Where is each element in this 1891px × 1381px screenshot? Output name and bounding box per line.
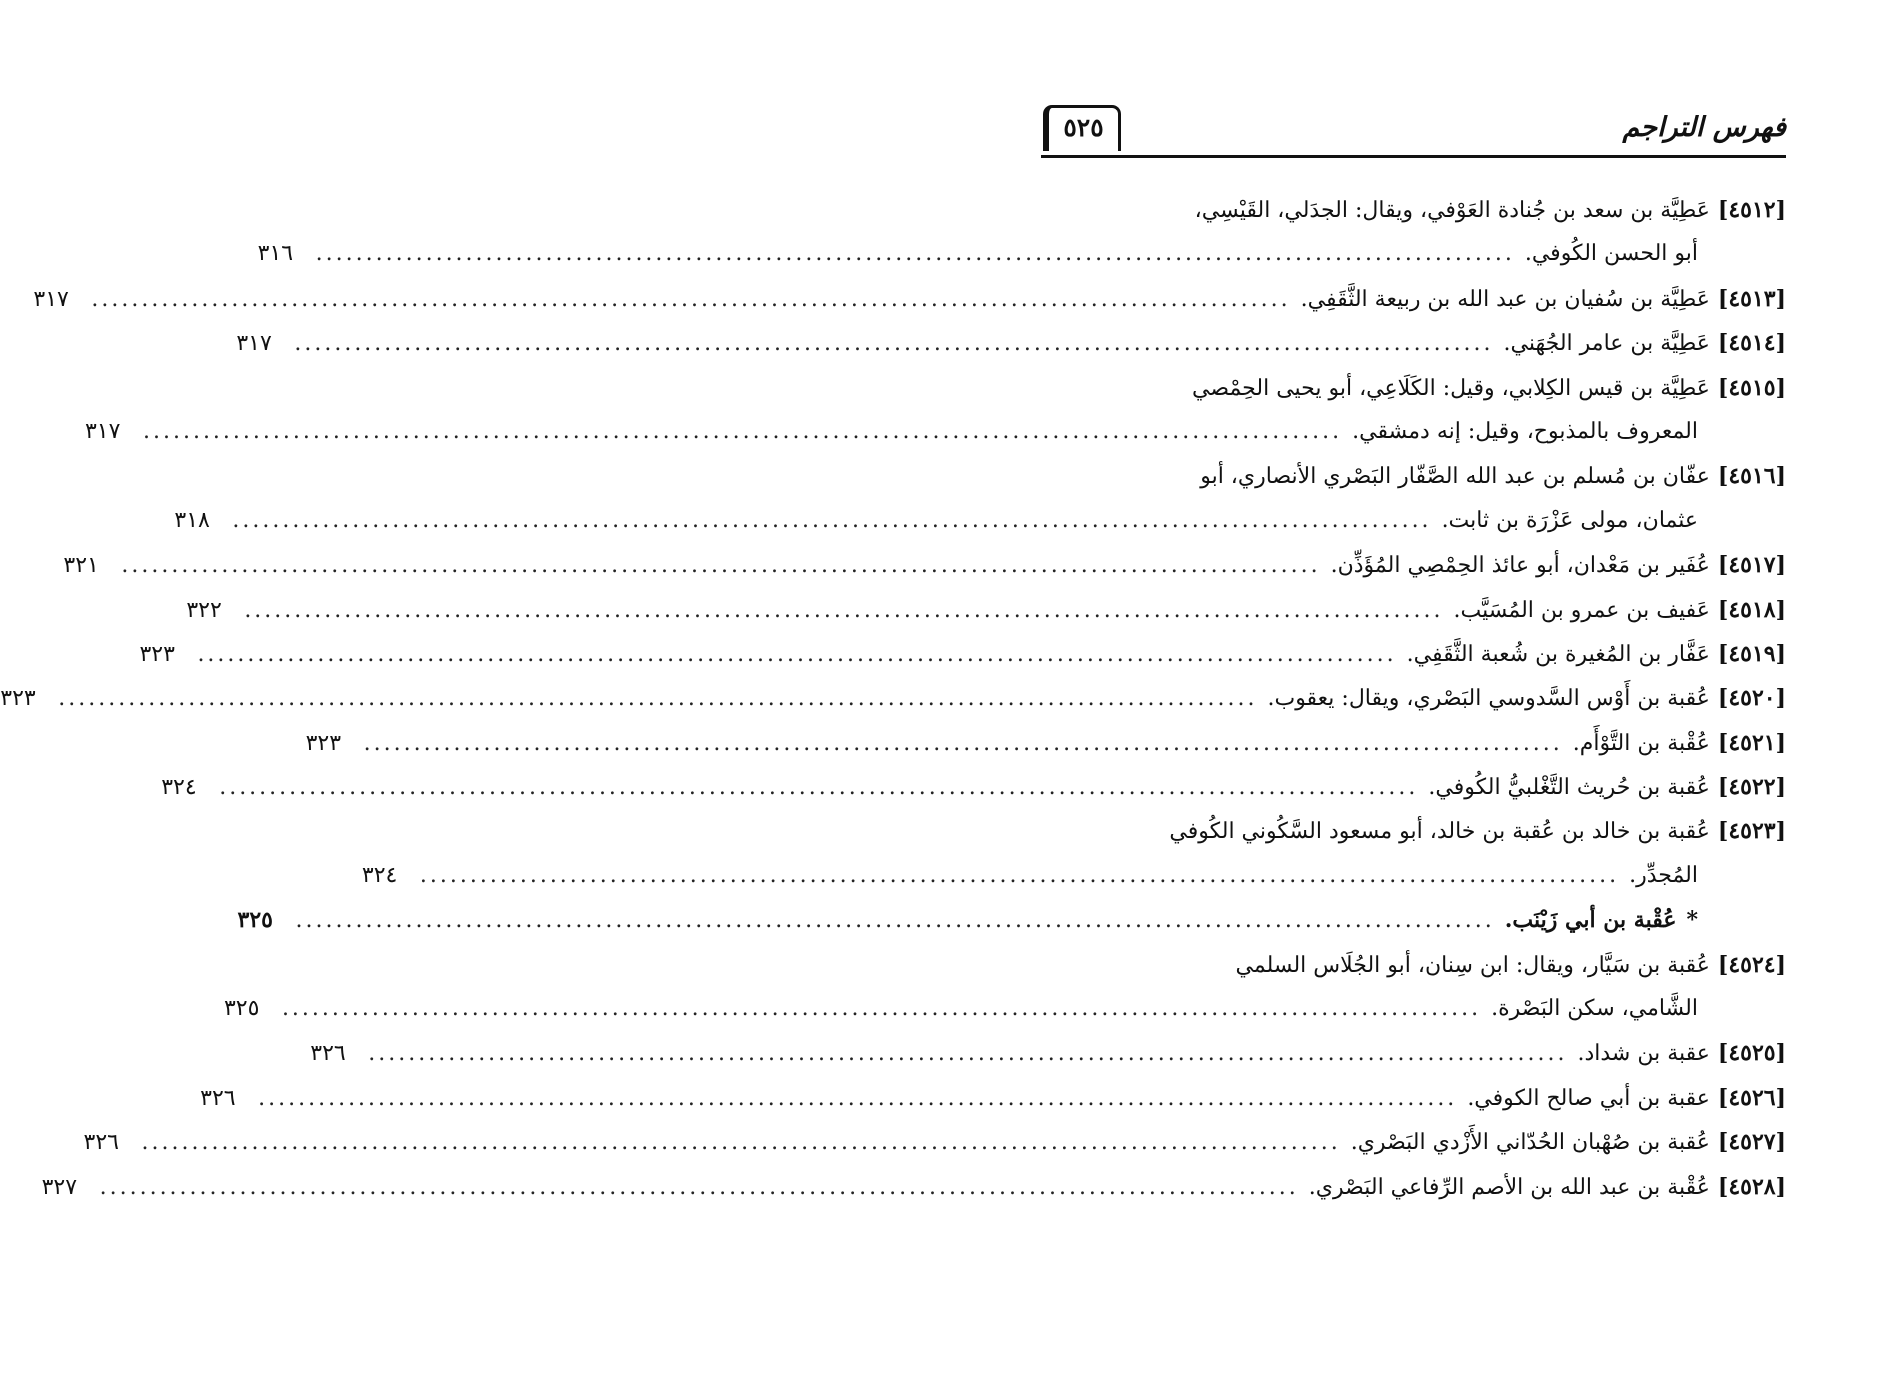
entry-4524-line-2 — [223, 987, 1786, 1031]
entry-number: [٤٥٢٣] — [1717, 818, 1786, 845]
entry-4519 — [139, 632, 1786, 676]
entry-4515-line-1 — [1041, 366, 1786, 410]
dot-leader — [364, 722, 1563, 766]
entry-4515-line-2 — [84, 410, 1786, 454]
entry-name: عَطِيَّة بن سعد بن جُنادة العَوْفي، ويقال: الجدَلي، القَيْسِي، — [1194, 198, 1710, 223]
entry-number: [٤٥٢٠] — [1717, 685, 1786, 712]
entry-number: [٤٥٢١] — [1717, 729, 1786, 756]
page-ref: ٣٢٣ — [139, 641, 175, 667]
page-ref: ٣٢٥ — [237, 907, 273, 934]
entry-4525 — [310, 1031, 1786, 1075]
dot-leader — [219, 766, 1418, 810]
page-ref: ٣٢٥ — [223, 996, 260, 1022]
entry-number: [٤٥١٨] — [1717, 596, 1786, 623]
page-ref: ٣١٧ — [84, 418, 121, 444]
dot-leader — [294, 322, 1493, 366]
running-title: فهرس التراجم — [1622, 112, 1786, 143]
entry-name: عَطِيَّة بن سُفيان بن عبد الله بن ربيعة الثَّقَفِي. — [1300, 286, 1710, 312]
entry-name: عُقبة بن خالد بن عُقبة بن خالد، أبو مسعود السَّكُوني الكُوفي — [1169, 819, 1710, 845]
entry-4513 — [33, 277, 1786, 321]
page-ref: ٣٢٢ — [186, 597, 222, 623]
entry-name: عُفَير بن مَعْدان، أبو عائذ الحِمْصِي المُؤَذِّن. — [1330, 553, 1710, 579]
entry-number: [٤٥٢٥] — [1717, 1040, 1786, 1067]
dot-leader — [197, 633, 1396, 677]
entry-number: [٤٥٢٤] — [1717, 951, 1786, 978]
page-ref: ٣٢٤ — [361, 862, 398, 888]
entry-4524-line-1 — [1041, 943, 1786, 987]
entry-4512-line-2 — [257, 232, 1786, 276]
dot-leader — [143, 410, 1342, 454]
dot-leader — [282, 987, 1481, 1031]
entry-name-continued: المُجدِّر. — [1629, 862, 1698, 888]
index-list — [0, 188, 1786, 1209]
page-number-box — [1043, 105, 1121, 151]
header-rule — [1041, 155, 1786, 158]
page-ref: ٣١٧ — [33, 286, 69, 312]
dot-leader — [420, 854, 1619, 898]
entry-name-continued: المعروف بالمذبوح، وقيل: إنه دمشقي. — [1352, 418, 1698, 444]
dot-leader — [58, 677, 1257, 721]
entry-name: عُقبة بن حُريث التَّغْلبيُّ الكُوفي. — [1428, 775, 1710, 801]
page-ref: ٣٢٦ — [200, 1085, 236, 1111]
entry-4521 — [305, 721, 1786, 765]
dot-leader — [232, 499, 1431, 543]
entry-name: عَطِيَّة بن قيس الكِلابي، وقيل: الكَلَاعِي، أبو يحيى الحِمْصي — [1192, 375, 1710, 401]
entry-number: [٤٥٢٦] — [1717, 1084, 1786, 1111]
entry-4523-line-1 — [1041, 809, 1786, 853]
asterisk-marker: * — [1686, 907, 1698, 934]
entry-name-continued: عثمان، مولى عَزْرَة بن ثابت. — [1441, 507, 1698, 533]
dot-leader — [121, 544, 1320, 588]
entry-marked-uqba-ibn-abi-zaynab — [237, 898, 1786, 942]
entry-4520 — [0, 676, 1786, 720]
entry-name: عُقْبة بن عبد الله بن الأصم الرِّفاعي البَصْري. — [1308, 1174, 1710, 1200]
entry-number: [٤٥٢٢] — [1717, 774, 1786, 801]
entry-number: [٤٥١٥] — [1717, 374, 1786, 401]
entry-number: [٤٥١٧] — [1717, 552, 1786, 579]
dot-leader — [296, 899, 1495, 943]
page-ref: ٣٢٤ — [161, 775, 197, 801]
page-ref: ٣٢١ — [63, 553, 99, 579]
entry-number: [٤٥١٩] — [1717, 640, 1786, 667]
entry-name: عُقْبة بن التَّوْأَم. — [1572, 730, 1710, 756]
dot-leader — [142, 1121, 1341, 1165]
entry-4512-line-1 — [1041, 188, 1786, 232]
page-ref: ٣١٧ — [236, 331, 272, 357]
entry-4514 — [236, 321, 1786, 365]
entry-name: عُقبة بن أَوْس السَّدوسي البَصْري، ويقال: يعقوب. — [1267, 686, 1710, 712]
dot-leader — [244, 589, 1443, 633]
entry-number: [٤٥٢٨] — [1717, 1173, 1786, 1200]
page-ref: ٣٢٣ — [305, 730, 342, 756]
entry-4528 — [41, 1165, 1786, 1209]
entry-4516-line-2 — [174, 499, 1786, 543]
entry-name: عُقبة بن صُهْبان الحُدّاني الأَزْدي البَصْري. — [1350, 1130, 1710, 1156]
page-ref: ٣٢٣ — [0, 686, 36, 712]
page-ref: ٣٢٦ — [83, 1130, 119, 1156]
entry-name: عُقبة بن سَيَّار، ويقال: ابن سِنان، أبو الجُلَاس السلمي — [1235, 952, 1710, 978]
entry-name: عقبة بن أبي صالح الكوفي. — [1467, 1085, 1710, 1111]
entry-name: عقبة بن شداد. — [1577, 1041, 1710, 1067]
entry-4526 — [200, 1076, 1786, 1120]
entry-4518 — [186, 588, 1786, 632]
entry-4527 — [83, 1120, 1786, 1164]
entry-name-continued: الشَّامي، سكن البَصْرة. — [1491, 996, 1698, 1022]
dot-leader — [258, 1077, 1457, 1121]
entry-4523-line-2 — [361, 854, 1786, 898]
entry-4517 — [63, 543, 1786, 587]
entry-number: [٤٥١٦] — [1717, 463, 1786, 490]
entry-name: عَفَّار بن المُغيرة بن شُعبة الثَّقَفِي. — [1406, 641, 1710, 667]
page-ref: ٣١٦ — [257, 241, 294, 267]
entry-number: [٤٥١٣] — [1717, 285, 1786, 312]
page-number: ٥٢٥ — [1063, 113, 1104, 142]
dot-leader — [100, 1166, 1299, 1210]
dot-leader — [368, 1032, 1567, 1076]
entry-4516-line-1 — [1041, 454, 1786, 498]
entry-name: عَطِيَّة بن عامر الجُهَني. — [1503, 331, 1710, 357]
entry-name: عفّان بن مُسلم بن عبد الله الصَّفّار البَصْري الأنصاري، أبو — [1200, 464, 1710, 490]
entry-number: [٤٥٢٧] — [1717, 1129, 1786, 1156]
entry-number: [٤٥١٤] — [1717, 330, 1786, 357]
dot-leader — [91, 278, 1290, 322]
dot-leader — [316, 232, 1515, 276]
entry-4522 — [161, 765, 1786, 809]
page-ref: ٣٢٧ — [41, 1174, 78, 1200]
page-header — [1041, 100, 1786, 158]
entry-name-continued: أبو الحسن الكُوفي. — [1524, 241, 1698, 267]
entry-name: عُقْبة بن أبي زَيْنَب. — [1504, 907, 1677, 934]
page-ref: ٣١٨ — [174, 507, 210, 533]
entry-number: [٤٥١٢] — [1717, 197, 1786, 223]
page-ref: ٣٢٦ — [310, 1041, 346, 1067]
entry-name: عَفيف بن عمرو بن المُسَيَّب. — [1453, 597, 1710, 623]
